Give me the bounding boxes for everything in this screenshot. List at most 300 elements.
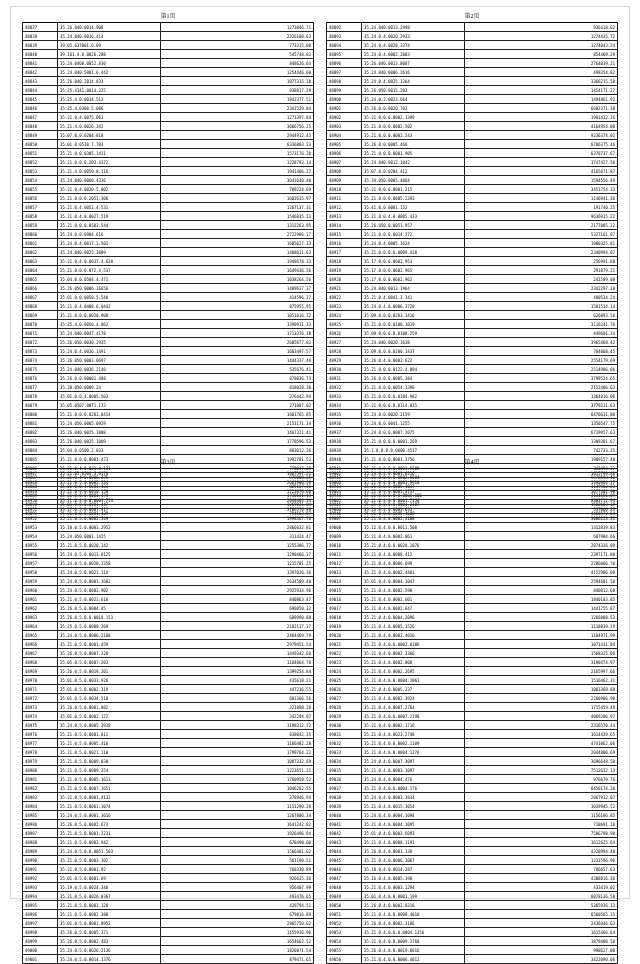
row-amount-cell: 936418.62 — [465, 23, 618, 32]
table-row — [23, 577, 314, 586]
table-row — [327, 883, 618, 892]
table-row — [327, 86, 618, 95]
table-row — [327, 622, 618, 631]
table-row — [327, 658, 618, 667]
table-row — [23, 613, 314, 622]
row-amount-cell: 1605627.33 — [161, 239, 314, 248]
row-code-cell: 35.01.0.0.0.0001.447 — [58, 500, 161, 509]
row-amount-cell: 4069206.97 — [465, 712, 618, 721]
table-row — [23, 955, 314, 964]
row-id-cell: 48985 — [23, 811, 58, 820]
table-row — [23, 284, 314, 293]
row-id-cell: 49038 — [327, 793, 362, 802]
row-code-cell: 35.26.0.0.0005.466 — [362, 140, 465, 149]
row-id-cell: 48969 — [23, 667, 58, 676]
table-row — [23, 856, 314, 865]
row-id-cell: 49021 — [327, 640, 362, 649]
row-amount-cell: 789224.69 — [161, 185, 314, 194]
row-amount-cell: 1312263.95 — [161, 221, 314, 230]
row-code-cell: 35.01.0.0.4.0005.503 — [58, 392, 161, 401]
row-id-cell: 48954 — [23, 532, 58, 541]
row-id-cell: 49031 — [327, 730, 362, 739]
sheet-panel-2 — [326, 12, 618, 518]
row-id-cell: 48971 — [23, 685, 58, 694]
table-row — [23, 514, 314, 523]
row-id-cell: 48929 — [327, 356, 362, 365]
table-row — [327, 203, 618, 212]
row-code-cell: 35.21.0.5.0.0001.811 — [58, 730, 161, 739]
row-id-cell: 48924 — [327, 311, 362, 320]
row-code-cell: 35.21.05.0504.3.0178 — [58, 469, 161, 478]
row-code-cell: 35.24.050.0005.0929 — [58, 419, 161, 428]
row-amount-cell: 5365926.13 — [465, 901, 618, 910]
row-amount-cell: 1840103.85 — [465, 595, 618, 604]
row-amount-cell: 1941406.27 — [161, 167, 314, 176]
row-id-cell: 49053 — [327, 928, 362, 937]
row-id-cell: 49008 — [327, 523, 362, 532]
row-amount-cell: 2866032.81 — [161, 523, 314, 532]
table-row — [23, 478, 314, 487]
row-amount-cell: 1198312.72 — [161, 721, 314, 730]
table-row — [23, 185, 314, 194]
row-id-cell: 49051 — [327, 910, 362, 919]
row-amount-cell: 2165997.66 — [465, 667, 618, 676]
row-id-cell: 48977 — [23, 739, 58, 748]
table-row — [23, 550, 314, 559]
row-amount-cell: 1046282.55 — [161, 784, 314, 793]
data-table — [326, 468, 618, 964]
table-row — [23, 811, 314, 820]
row-id-cell: 48951 — [23, 505, 58, 514]
table-row — [23, 910, 314, 919]
row-id-cell: 48891 — [23, 509, 58, 518]
table-row — [23, 23, 314, 32]
table-row — [23, 68, 314, 77]
row-amount-cell: 1454171.27 — [465, 86, 618, 95]
row-code-cell: 35.05.0507.0071.173 — [58, 401, 161, 410]
row-id-cell: 48960 — [23, 586, 58, 595]
row-code-cell: 35.21.0.4.0.0002.601 — [362, 595, 465, 604]
row-amount-cell: 4164954.00 — [465, 122, 618, 131]
table-row — [327, 356, 618, 365]
row-code-cell: 35.34.050.0005.4864 — [362, 176, 465, 185]
row-amount-cell: 1715459.49 — [465, 703, 618, 712]
row-amount-cell: 7512632.13 — [465, 766, 618, 775]
row-id-cell: 48989 — [23, 847, 58, 856]
row-amount-cell: 840863.47 — [161, 595, 314, 604]
table-row — [327, 302, 618, 311]
row-id-cell: 49039 — [327, 802, 362, 811]
row-id-cell: 48844 — [23, 86, 58, 95]
row-id-cell: 49024 — [327, 667, 362, 676]
row-id-cell: 48950 — [23, 496, 58, 505]
row-amount-cell: 2342297.28 — [465, 284, 618, 293]
row-id-cell: 48949 — [23, 487, 58, 496]
table-row — [23, 631, 314, 640]
row-amount-cell: 1601765.85 — [161, 410, 314, 419]
row-id-cell: 49029 — [327, 712, 362, 721]
table-row — [327, 910, 618, 919]
row-amount-cell: 1799764.22 — [161, 748, 314, 757]
row-id-cell: 49035 — [327, 766, 362, 775]
row-id-cell: 49026 — [327, 685, 362, 694]
table-row — [23, 383, 314, 392]
row-amount-cell: 1998367.76 — [161, 514, 314, 523]
row-id-cell: 48850 — [23, 140, 58, 149]
row-id-cell: 48881 — [23, 419, 58, 428]
row-id-cell: 48865 — [23, 275, 58, 284]
table-row — [327, 604, 618, 613]
row-id-cell: 48978 — [23, 748, 58, 757]
row-id-cell: 48961 — [23, 595, 58, 604]
row-code-cell: 35.21.0.5.0.0005.1613 — [58, 775, 161, 784]
row-code-cell: 35.21.0.4.0.0002.3366 — [362, 649, 465, 658]
row-amount-cell: 9236374.02 — [465, 131, 618, 140]
row-amount-cell: 1390964.17 — [465, 478, 618, 487]
row-amount-cell: 1654662.52 — [161, 937, 314, 946]
table-row — [327, 293, 618, 302]
row-code-cell: 39.05.637001.6.09 — [58, 41, 161, 50]
row-id-cell: 49017 — [327, 604, 362, 613]
row-id-cell: 48923 — [327, 302, 362, 311]
row-id-cell: 48893 — [327, 32, 362, 41]
row-amount-cell: 3779211.63 — [465, 401, 618, 410]
table-row — [23, 338, 314, 347]
row-id-cell: 48976 — [23, 730, 58, 739]
row-id-cell: 48866 — [23, 284, 58, 293]
row-code-cell: 35.24.040.0012.1042 — [362, 158, 465, 167]
row-amount-cell: 447236.55 — [161, 685, 314, 694]
row-code-cell: 35.26.0.4.0.0001.138 — [362, 847, 465, 856]
table-row — [23, 703, 314, 712]
row-amount-cell: 1441755.87 — [465, 604, 618, 613]
row-id-cell: 48909 — [327, 176, 362, 185]
row-code-cell: 35.24.0.0.0020.2159 — [362, 410, 465, 419]
row-amount-cell: 1573176.20 — [161, 149, 314, 158]
row-id-cell: 48934 — [327, 401, 362, 410]
row-code-cell: 35.21.0.0.0.0020.908 — [58, 311, 161, 320]
table-row — [23, 721, 314, 730]
row-id-cell: 49047 — [327, 874, 362, 883]
row-code-cell: 35.21.0.0.0.0.0114.035 — [362, 401, 465, 410]
table-row — [23, 757, 314, 766]
row-amount-cell: 1992701.53 — [161, 455, 314, 464]
table-row — [23, 838, 314, 847]
table-row — [23, 829, 314, 838]
row-amount-cell: 1118839.19 — [465, 622, 618, 631]
row-code-cell: 35.21.0.0.0.0.0001.2387 — [362, 500, 465, 509]
row-code-cell: 35.21.0.4.0.0004.1095 — [362, 820, 465, 829]
row-amount-cell: 3134556.09 — [465, 491, 618, 500]
table-row — [327, 739, 618, 748]
row-code-cell: 35.05.0.5.0.0007.203 — [58, 658, 161, 667]
row-code-cell: 35.21.0.4.0.0007.2764 — [362, 703, 465, 712]
row-amount-cell: 2177005.22 — [465, 221, 618, 230]
row-amount-cell: 4165671.87 — [465, 167, 618, 176]
row-amount-cell: 1614439.65 — [465, 730, 618, 739]
row-code-cell: 35.21.0.4.0.0.0004.1276 — [362, 748, 465, 757]
row-id-cell: 48913 — [327, 212, 362, 221]
row-id-cell: 48859 — [23, 221, 58, 230]
row-id-cell: 48930 — [327, 365, 362, 374]
table-row — [327, 212, 618, 221]
row-code-cell: 35.21.0.4.0052.4.531 — [58, 203, 161, 212]
row-id-cell: 49034 — [327, 757, 362, 766]
row-amount-cell: 1254446.60 — [161, 68, 314, 77]
row-amount-cell: 1267806.34 — [161, 811, 314, 820]
table-row — [327, 95, 618, 104]
row-code-cell: 35.24.0.4.0020.2933 — [362, 32, 465, 41]
row-code-cell: 35.26.0.0.00001.488 — [58, 374, 161, 383]
row-id-cell: 49001 — [23, 955, 58, 964]
row-code-cell: 35.21.4.0.0026.342 — [58, 122, 161, 131]
row-id-cell: 48963 — [23, 613, 58, 622]
table-row — [23, 437, 314, 446]
row-code-cell: 35.21.0.4.0.0003.1097 — [362, 766, 465, 775]
row-code-cell: 35.21.0.4.0.0002.2695 — [362, 667, 465, 676]
row-code-cell: 35.24.0.4.0.0003.633 — [362, 505, 465, 514]
row-id-cell: 48875 — [23, 365, 58, 374]
table-row — [23, 266, 314, 275]
row-code-cell: 35.24.0.4.0.0004.476 — [362, 775, 465, 784]
row-code-cell: 35.16.0.4.0.0005.198 — [362, 874, 465, 883]
row-id-cell: 49055 — [327, 946, 362, 955]
row-amount-cell: 1926496.94 — [161, 829, 314, 838]
row-code-cell: 35.24.040.0025.3009 — [58, 248, 161, 257]
row-id-cell: 48843 — [23, 77, 58, 86]
row-amount-cell: 4741062.06 — [465, 739, 618, 748]
table-row — [327, 541, 618, 550]
table-row — [327, 955, 618, 964]
row-amount-cell: 1267137.31 — [161, 203, 314, 212]
row-id-cell: 48968 — [23, 658, 58, 667]
row-id-cell: 48967 — [23, 649, 58, 658]
row-amount-cell: 1184064.78 — [161, 658, 314, 667]
table-row — [327, 266, 618, 275]
row-id-cell: 49010 — [327, 541, 362, 550]
row-id-cell: 48896 — [327, 59, 362, 68]
table-row — [327, 685, 618, 694]
row-amount-cell: 1139962.23 — [465, 482, 618, 491]
row-code-cell: 35.41.0.0.0001.152 — [362, 203, 465, 212]
row-code-cell: 35.17.0.0.0.0602.962 — [362, 275, 465, 284]
row-amount-cell: 2044800.69 — [465, 748, 618, 757]
row-id-cell: 48940 — [327, 455, 362, 464]
row-id-cell: 48846 — [23, 104, 58, 113]
row-id-cell: 48996 — [23, 910, 58, 919]
row-id-cell: 48970 — [23, 676, 58, 685]
row-id-cell: 49004 — [327, 487, 362, 496]
row-amount-cell: 9303752.94 — [465, 496, 618, 505]
table-row — [23, 122, 314, 131]
row-id-cell: 48945 — [327, 500, 362, 509]
row-id-cell: 48910 — [327, 185, 362, 194]
table-row — [23, 257, 314, 266]
row-id-cell: 48983 — [23, 793, 58, 802]
table-row — [23, 622, 314, 631]
table-row — [327, 149, 618, 158]
table-row — [23, 658, 314, 667]
row-id-cell: 48858 — [23, 212, 58, 221]
row-amount-cell: 2286066.70 — [465, 559, 618, 568]
table-row — [23, 248, 314, 257]
row-id-cell: 48878 — [23, 392, 58, 401]
row-code-cell: 35.26.0.4.0.0002.3106 — [362, 919, 465, 928]
row-id-cell: 48903 — [327, 122, 362, 131]
row-id-cell: 48905 — [327, 140, 362, 149]
row-code-cell: 35.24.0.4.0036.1491 — [58, 347, 161, 356]
row-id-cell: 48948 — [23, 478, 58, 487]
table-row — [327, 847, 618, 856]
row-amount-cell: 3766576.46 — [161, 505, 314, 514]
row-id-cell: 49015 — [327, 586, 362, 595]
row-code-cell: 35.28.050.0009.24 — [58, 383, 161, 392]
row-amount-cell: 5327161.87 — [465, 230, 618, 239]
row-id-cell: 48876 — [23, 374, 58, 383]
row-id-cell: 48958 — [23, 568, 58, 577]
row-amount-cell: 1723876.66 — [161, 487, 314, 496]
row-id-cell: 49006 — [327, 505, 362, 514]
row-code-cell: 35.26.040.0025.1008 — [58, 428, 161, 437]
row-amount-cell: 773315.08 — [161, 41, 314, 50]
row-id-cell: 48982 — [23, 784, 58, 793]
table-row — [23, 676, 314, 685]
row-code-cell: 35.07.0.0.0204.818 — [58, 131, 161, 140]
row-code-cell: 35.21.0.4.0020.5.002 — [58, 185, 161, 194]
table-row — [327, 230, 618, 239]
row-code-cell: 35.21.0.4.0.0002.4401 — [362, 568, 465, 577]
row-amount-cell: 2944912.43 — [161, 131, 314, 140]
row-id-cell: 48925 — [327, 320, 362, 329]
row-code-cell: 35.21.0.0.0.0.0.0001.106 — [362, 491, 465, 500]
table-row — [327, 676, 618, 685]
row-code-cell: 35.24.0.4.0005.1624 — [362, 239, 465, 248]
row-id-cell: 48980 — [23, 766, 58, 775]
table-row — [23, 685, 314, 694]
row-code-cell: 35.21.0.4.0.0023.2748 — [362, 730, 465, 739]
row-id-cell: 48999 — [23, 937, 58, 946]
row-id-cell: 48972 — [23, 694, 58, 703]
row-amount-cell: 1155916.96 — [161, 928, 314, 937]
table-row — [327, 874, 618, 883]
row-amount-cell: 690050.32 — [161, 604, 314, 613]
row-id-cell: 48921 — [327, 284, 362, 293]
table-row — [327, 532, 618, 541]
row-code-cell: 35.21.0.0.0.0002.543 — [362, 131, 465, 140]
row-id-cell: 49002 — [327, 469, 362, 478]
row-code-cell: 35.17.0.5.0.0007.417 — [58, 505, 161, 514]
row-id-cell: 48962 — [23, 604, 58, 613]
row-code-cell: 35.21.0.4.0.0002.1716 — [362, 721, 465, 730]
row-id-cell: 48890 — [23, 500, 58, 509]
table-row — [23, 730, 314, 739]
table-row — [327, 338, 618, 347]
row-amount-cell: 2152406.63 — [465, 383, 618, 392]
table-row — [327, 811, 618, 820]
row-amount-cell: 875955.95 — [161, 302, 314, 311]
row-id-cell: 48864 — [23, 266, 58, 275]
row-amount-cell: 3965468.42 — [465, 338, 618, 347]
row-amount-cell: 1364816.06 — [465, 392, 618, 401]
row-id-cell: 49036 — [327, 775, 362, 784]
row-id-cell: 48854 — [23, 176, 58, 185]
row-code-cell: 35.24.0408.0052.830 — [58, 59, 161, 68]
row-id-cell: 48973 — [23, 703, 58, 712]
row-code-cell: 35.21.0.0.0.0100.1019 — [362, 320, 465, 329]
row-code-cell: 35.26.050.0030.2935 — [58, 338, 161, 347]
table-row — [23, 230, 314, 239]
row-id-cell: 49054 — [327, 937, 362, 946]
row-code-cell: 35.21.0.0.0.0203.0414 — [58, 410, 161, 419]
row-id-cell: 48900 — [327, 95, 362, 104]
row-amount-cell: 311424.47 — [161, 532, 314, 541]
row-amount-cell: 291879.21 — [465, 266, 618, 275]
row-amount-cell: 271087.02 — [161, 401, 314, 410]
row-code-cell: 35.26.0.0.0.0005.384 — [362, 374, 465, 383]
row-code-cell: 35.26.0.4.0.0.0019.6016 — [362, 946, 465, 955]
row-code-cell: 35.24.0.4.0028.3374 — [362, 41, 465, 50]
row-code-cell: 35.26.050.0006.16656 — [58, 284, 161, 293]
row-id-cell: 49041 — [327, 820, 362, 829]
row-amount-cell: 1166482.28 — [161, 739, 314, 748]
table-row — [23, 505, 314, 514]
row-amount-cell: 2514906.06 — [465, 365, 618, 374]
table-row — [327, 577, 618, 586]
row-code-cell: 35.21.0.4.0.0006.275 — [58, 473, 161, 482]
row-amount-cell: 2554179.69 — [465, 356, 618, 365]
row-amount-cell: 2316570.44 — [465, 721, 618, 730]
row-id-cell: 48920 — [327, 275, 362, 284]
row-code-cell: 35.26.0.5.0.0001.882 — [58, 703, 161, 712]
row-code-cell: 35.24.0.5.0.0001.1602 — [58, 577, 161, 586]
table-row — [23, 892, 314, 901]
row-amount-cell: 786657.63 — [465, 865, 618, 874]
row-amount-cell: 2151171.34 — [161, 419, 314, 428]
row-code-cell: 35.21.4.0.0050.8.116 — [58, 167, 161, 176]
table-row — [23, 604, 314, 613]
row-code-cell: 35.26.050.0015.203 — [362, 86, 465, 95]
row-amount-cell: 2182117.37 — [161, 622, 314, 631]
row-code-cell: 35.21.0.0.0.0001.473 — [58, 455, 161, 464]
row-id-cell: 48873 — [23, 347, 58, 356]
row-amount-cell: 1087597.21 — [161, 469, 314, 478]
row-code-cell: 35.24.0.4.0.0007.3097 — [362, 757, 465, 766]
row-amount-cell: 1581514.14 — [465, 302, 618, 311]
row-code-cell: 35.21.0.5.0.0001.459 — [58, 640, 161, 649]
row-id-cell: 48901 — [327, 104, 362, 113]
row-id-cell: 48840 — [23, 50, 58, 59]
row-id-cell: 48936 — [327, 419, 362, 428]
row-code-cell: 35.21.0.4.0.0.0001.7158 — [362, 496, 465, 505]
table-row — [23, 532, 314, 541]
table-row — [327, 59, 618, 68]
row-amount-cell: 1274435.72 — [465, 32, 618, 41]
table-row — [327, 568, 618, 577]
row-amount-cell: 818028.38 — [161, 383, 314, 392]
row-id-cell: 48892 — [327, 23, 362, 32]
table-row — [327, 721, 618, 730]
table-row — [327, 784, 618, 793]
table-row — [23, 140, 314, 149]
table-row — [23, 320, 314, 329]
table-row — [327, 401, 618, 410]
row-code-cell: 35.24.0.4.0.0001.6216 — [362, 469, 465, 478]
row-amount-cell: 2979451.54 — [161, 640, 314, 649]
table-row — [327, 901, 618, 910]
row-code-cell: 35.21.0.4.0.0004.2096 — [362, 613, 465, 622]
row-amount-cell: 1274043.24 — [465, 41, 618, 50]
row-amount-cell: 1713376.18 — [161, 329, 314, 338]
